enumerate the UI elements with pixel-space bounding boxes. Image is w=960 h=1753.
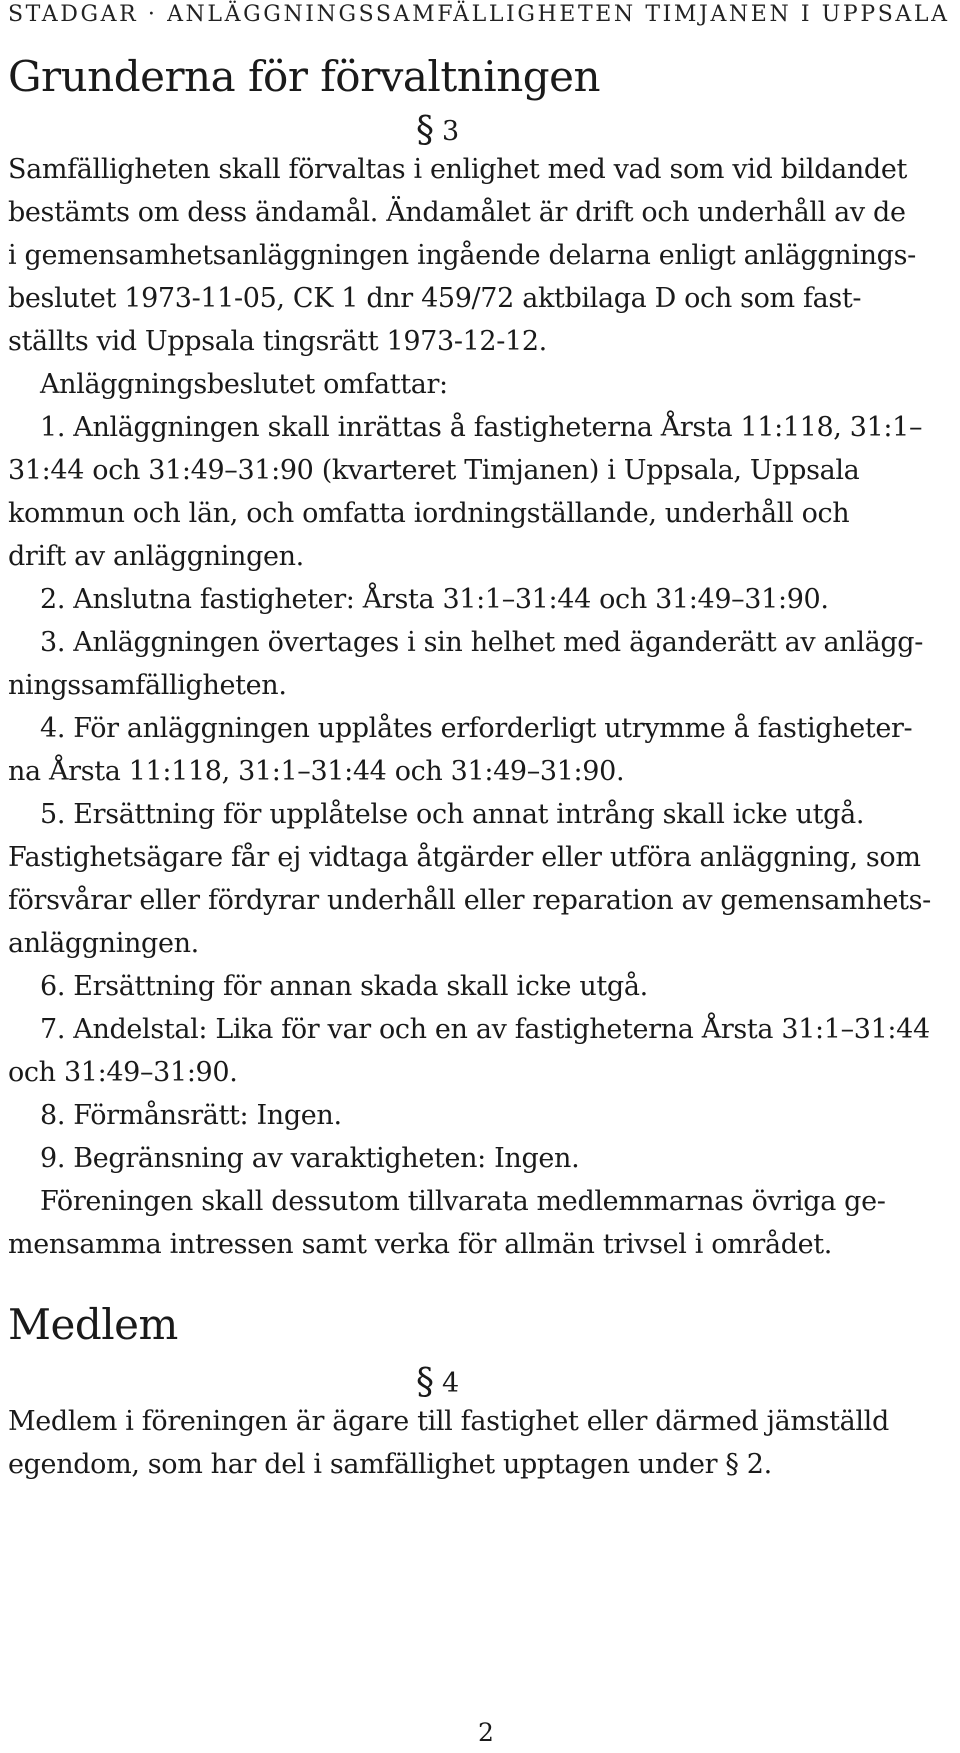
running-header: STADGAR · ANLÄGGNINGSSAMFÄLLIGHETEN TIMJANEN I UPPSALA xyxy=(8,2,950,27)
list-item-9: 9. Begränsning av varaktigheten: Ingen. xyxy=(40,1143,580,1174)
list-item-6: 6. Ersättning för annan skada skall icke utgå. xyxy=(40,971,648,1002)
section-symbol: § xyxy=(416,110,434,151)
section-heading-grunderna: Grunderna för förvaltningen xyxy=(8,52,601,101)
body-line: kommun och län, och omfatta iordningställande, underhåll och xyxy=(8,498,850,529)
list-item-1: 1. Anläggningen skall inrättas å fastigheterna Årsta 11:118, 31:1– xyxy=(40,412,923,443)
list-item-5: 5. Ersättning för upplåtelse och annat intrång skall icke utgå. xyxy=(40,799,865,830)
section-heading-medlem: Medlem xyxy=(8,1300,178,1349)
body-line: beslutet 1973-11-05, CK 1 dnr 459/72 aktbilaga D och som fast- xyxy=(8,283,862,314)
list-item-7: 7. Andelstal: Lika för var och en av fastigheterna Årsta 31:1–31:44 xyxy=(40,1014,930,1045)
body-line: egendom, som har del i samfällighet upptagen under § 2. xyxy=(8,1449,772,1480)
list-item-4: 4. För anläggningen upplåtes erforderligt utrymme å fastigheter- xyxy=(40,713,913,744)
body-line: Medlem i föreningen är ägare till fastighet eller därmed jämställd xyxy=(8,1406,889,1437)
page-number: 2 xyxy=(478,1718,494,1747)
body-line: Samfälligheten skall förvaltas i enlighet med vad som vid bildandet xyxy=(8,154,907,185)
paragraph-number-3: § 3 xyxy=(416,110,460,151)
list-item-3: 3. Anläggningen övertages i sin helhet med äganderätt av anlägg- xyxy=(40,627,924,658)
section-symbol: § xyxy=(416,1362,434,1403)
body-line: Fastighetsägare får ej vidtaga åtgärder eller utföra anläggning, som xyxy=(8,842,921,873)
body-line: och 31:49–31:90. xyxy=(8,1057,238,1088)
list-item-2: 2. Anslutna fastigheter: Årsta 31:1–31:44 och 31:49–31:90. xyxy=(40,584,829,615)
body-line: na Årsta 11:118, 31:1–31:44 och 31:49–31:90. xyxy=(8,756,625,787)
body-line: mensamma intressen samt verka för allmän trivsel i området. xyxy=(8,1229,832,1260)
list-item-8: 8. Förmånsrätt: Ingen. xyxy=(40,1100,342,1131)
body-line: i gemensamhetsanläggningen ingående delarna enligt anläggnings- xyxy=(8,240,916,271)
body-line: försvårar eller fördyrar underhåll eller reparation av gemensamhets- xyxy=(8,885,931,916)
body-line: drift av anläggningen. xyxy=(8,541,304,572)
body-line: ningssamfälligheten. xyxy=(8,670,287,701)
body-line: ställts vid Uppsala tingsrätt 1973-12-12. xyxy=(8,326,547,357)
body-line: bestämts om dess ändamål. Ändamålet är drift och underhåll av de xyxy=(8,197,906,228)
body-line: anläggningen. xyxy=(8,928,199,959)
body-line: Anläggningsbeslutet omfattar: xyxy=(40,369,448,400)
body-line: 31:44 och 31:49–31:90 (kvarteret Timjanen) i Uppsala, Uppsala xyxy=(8,455,860,486)
body-line: Föreningen skall dessutom tillvarata medlemmarnas övriga ge- xyxy=(40,1186,886,1217)
paragraph-number-4: § 4 xyxy=(416,1362,460,1403)
